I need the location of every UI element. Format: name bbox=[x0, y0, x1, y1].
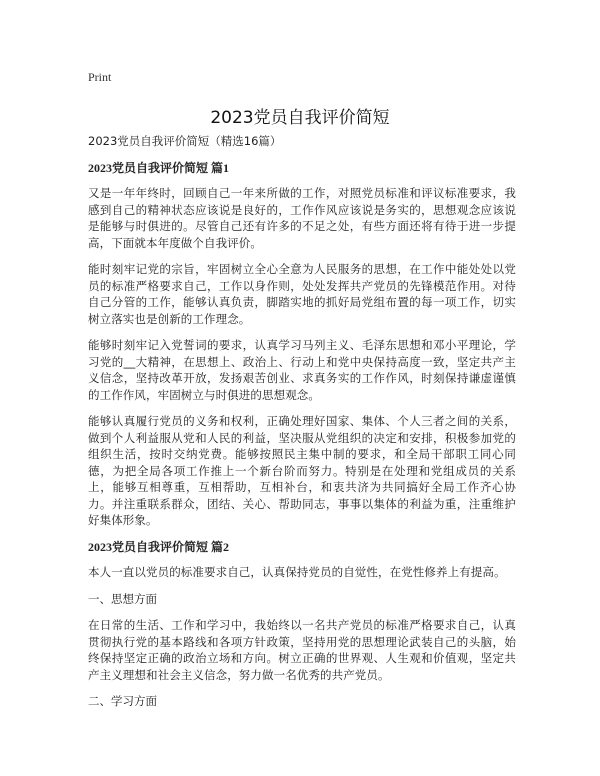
paragraph: 本人一直以党员的标准要求自己，认真保持党员的自觉性，在党性修养上有提高。 bbox=[88, 565, 506, 579]
section-heading-2: 2023党员自我评价简短 篇2 bbox=[88, 539, 230, 554]
document-subtitle: 2023党员自我评价简短（精选16篇） bbox=[88, 134, 282, 148]
section-heading-1: 2023党员自我评价简短 篇1 bbox=[88, 160, 230, 175]
paragraph: 能够时刻牢记入党誓词的要求，认真学习马列主义、毛泽东思想和邓小平理论，学习党的__大精神，在思想上、政治上、行动上和党中央保持高度一致，坚定共产主义信念，坚持改革开放，发扬艰苦创业、求真务实的工作作风，时刻保持谦虚谨慎的工作作风，牢固树立与时俱进的思想观念。 bbox=[88, 338, 516, 402]
paragraph: 在日常的生活、工作和学习中，我始终以一名共产党员的标准严格要求自己，认真贯彻执行党的基本路线和各项方针政策，坚持用党的思想理论武装自己的头脑，始终保持坚定正确的政治立场和方向。树立正确的世界观、人生观和价值观，坚定共产主义理想和社会主义信念，努力做一名优秀的共产党员。 bbox=[88, 618, 516, 682]
paragraph: 又是一年年终时，回顾自己一年来所做的工作，对照党员标准和评议标准要求，我感到自己的精神状态应该说是良好的，工作作风应该说是务实的，思想观念应该说是能够与时俱进的。尽管自己还有许多的不足之处，有些方面还将有待于进一步提高，下面就本年度做个自我评价。 bbox=[88, 186, 516, 250]
subheading-thought: 一、思想方面 bbox=[88, 591, 157, 606]
subheading-study: 二、学习方面 bbox=[88, 694, 157, 708]
paragraph: 能够认真履行党员的义务和权利，正确处理好国家、集体、个人三者之间的关系，做到个人利益服从党和人民的利益，坚决服从党组织的决定和安排，积极参加党的组织生活，按时交纳党费。能够按照民主集中制的要求，和全局干部职工同心同德，为把全局各项工作推上一个新台阶而努力。特别是在处理和党组成员的关系上，能够互相尊重，互相帮助，互相补台，和衷共济为共同搞好全局工作齐心协力。并注重联系群众，团结、关心、帮助同志，事事以集体的利益为重，注重维护好集体形象。 bbox=[88, 414, 516, 527]
document-body bbox=[88, 133, 516, 720]
page-title: 2023党员自我评价简短 bbox=[210, 108, 390, 128]
paragraph: 能时刻牢记党的宗旨，牢固树立全心全意为人民服务的思想，在工作中能处处以党员的标准严格要求自己，工作以身作则，处处发挥共产党员的先锋模范作用。对待自己分管的工作，能够认真负责，脚踏实地的抓好局党组布置的每一项工作，切实树立落实也是创新的工作理念。 bbox=[88, 262, 516, 326]
print-link[interactable]: Print bbox=[88, 70, 112, 84]
